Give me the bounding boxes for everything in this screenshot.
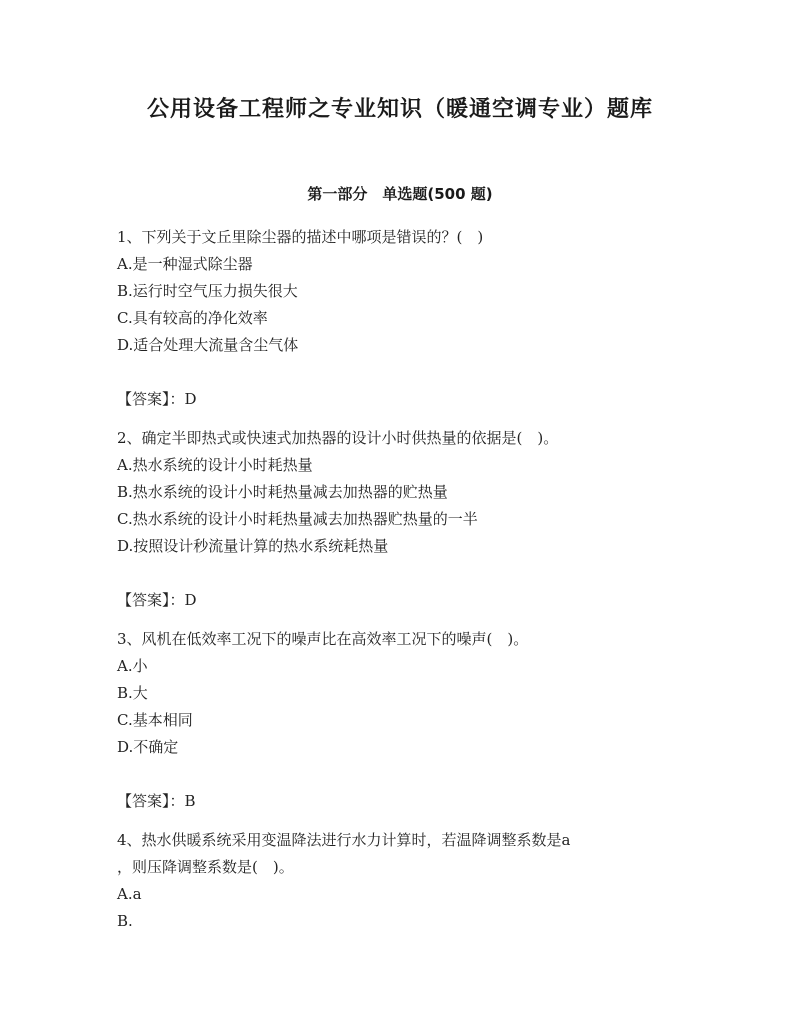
question-stem-line-1: 4、热水供暖系统采用变温降法进行水力计算时，若温降调整系数是a (117, 831, 571, 849)
option-b: B.运行时空气压力损失很大 (117, 282, 298, 300)
question-stem: 2、确定半即热式或快速式加热器的设计小时供热量的依据是( )。 (117, 429, 559, 447)
option-d: D.按照设计秒流量计算的热水系统耗热量 (117, 537, 389, 555)
option-a: A.a (117, 885, 142, 903)
question-1 (117, 224, 687, 413)
section-title: 第一部分 单选题(500 题) (307, 185, 493, 203)
option-b: B.热水系统的设计小时耗热量减去加热器的贮热量 (117, 483, 448, 501)
answer-line: 【答案】：D (117, 591, 197, 609)
document-title: 公用设备工程师之专业知识（暖通空调专业）题库 (146, 97, 653, 122)
answer-line: 【答案】：D (117, 390, 197, 408)
option-d: D.不确定 (117, 738, 179, 756)
option-c: C.热水系统的设计小时耗热量减去加热器贮热量的一半 (117, 510, 478, 528)
option-a: A.是一种湿式除尘器 (117, 255, 253, 273)
answer-line: 【答案】：B (117, 792, 196, 810)
question-4 (117, 827, 687, 935)
option-a: A.热水系统的设计小时耗热量 (117, 456, 313, 474)
question-stem-line-2: ，则压降调整系数是( )。 (117, 858, 294, 876)
question-list (117, 224, 687, 947)
option-a: A.小 (117, 657, 148, 675)
question-stem: 3、风机在低效率工况下的噪声比在高效率工况下的噪声( )。 (117, 630, 529, 648)
question-3 (117, 626, 687, 815)
option-c: C.具有较高的净化效率 (117, 309, 268, 327)
option-b: B.大 (117, 684, 148, 702)
option-d: D.适合处理大流量含尘气体 (117, 336, 299, 354)
question-stem: 1、下列关于文丘里除尘器的描述中哪项是错误的？( ) (117, 228, 484, 246)
option-b: B. (117, 912, 133, 930)
option-c: C.基本相同 (117, 711, 193, 729)
question-2 (117, 425, 687, 614)
